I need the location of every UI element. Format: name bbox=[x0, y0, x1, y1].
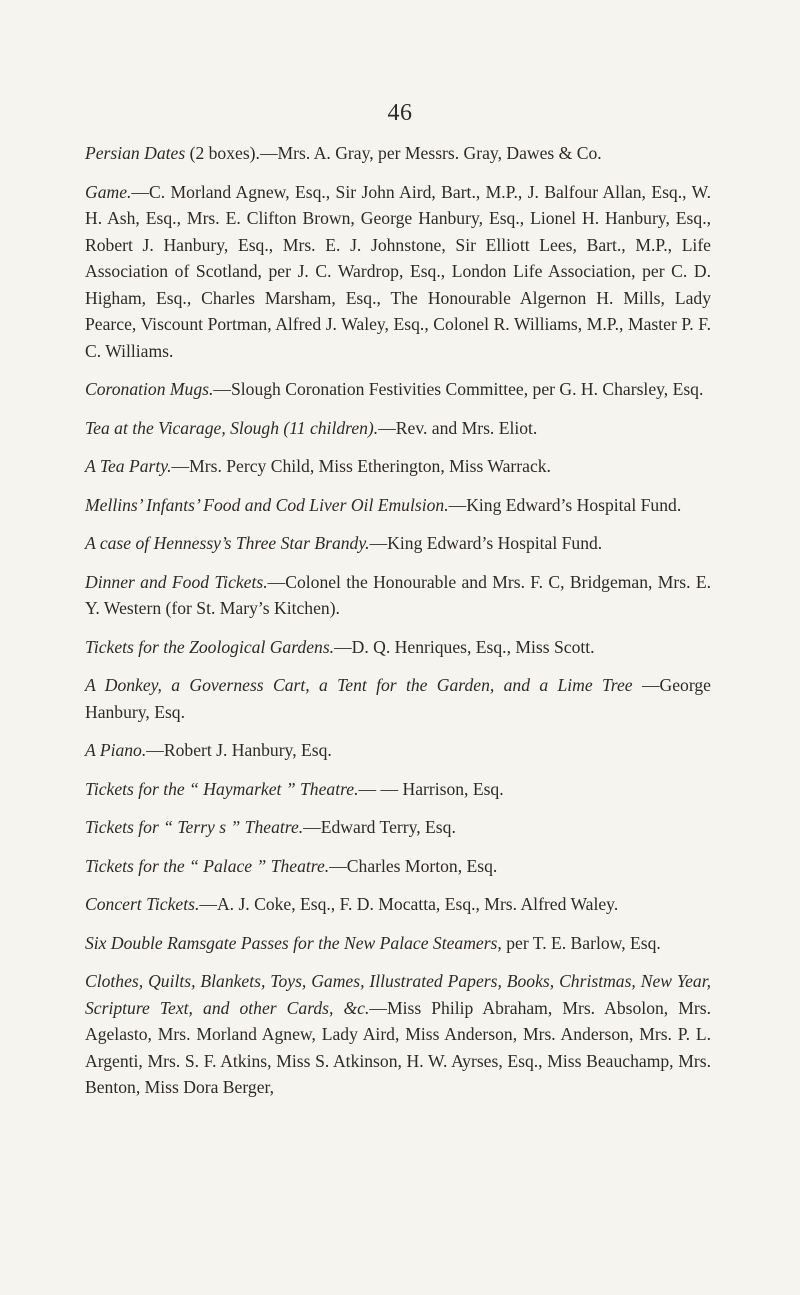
entry-title: Tickets for the “ Palace ” Theatre. bbox=[85, 855, 330, 876]
entry-donors: per T. E. Barlow, Esq. bbox=[501, 932, 661, 953]
entry-title: Tickets for the “ Haymarket ” Theatre. bbox=[85, 778, 359, 799]
entry-terrys-tickets bbox=[85, 814, 711, 841]
entry-game bbox=[85, 179, 711, 365]
entry-palace-tickets bbox=[85, 853, 711, 880]
entry-zoo-tickets bbox=[85, 634, 711, 661]
entry-title: Mellins’ Infants’ Food and Cod Liver Oil Emulsion. bbox=[85, 494, 449, 515]
entry-title: A Tea Party. bbox=[85, 456, 172, 476]
entry-title: Game. bbox=[85, 181, 132, 202]
entry-coronation-mugs bbox=[85, 376, 711, 403]
entry-title: Tickets for “ Terry s ” Theatre. bbox=[85, 817, 304, 837]
entry-donors: —A. J. Coke, Esq., F. D. Mocatta, Esq., Mrs. Alfred Waley. bbox=[199, 894, 619, 914]
entry-donkey-cart bbox=[85, 672, 711, 725]
entry-donors: —Colonel the Honourable and Mrs. F. C, Bridgeman, Mrs. E. Y. Western (for St. Mary’s Kitchen). bbox=[85, 571, 711, 618]
entry-donors: —D. Q. Henriques, Esq., Miss Scott. bbox=[334, 636, 595, 657]
entry-title: Dinner and Food Tickets. bbox=[85, 571, 268, 592]
donations-list bbox=[85, 140, 711, 1113]
entry-donors: —Charles Morton, Esq. bbox=[329, 855, 498, 876]
entry-donors: —Mrs. Percy Child, Miss Etherington, Miss Warrack. bbox=[171, 456, 551, 476]
entry-donors: —Rev. and Mrs. Eliot. bbox=[378, 417, 538, 438]
entry-tea-party bbox=[85, 453, 711, 480]
entry-ramsgate-passes bbox=[85, 930, 711, 957]
entry-concert-tickets bbox=[85, 891, 711, 918]
entry-donors: —King Edward’s Hospital Fund. bbox=[369, 533, 603, 553]
entry-title: Persian Dates bbox=[85, 143, 186, 163]
entry-dinner-tickets bbox=[85, 569, 711, 622]
entry-donors: — — Harrison, Esq. bbox=[358, 778, 504, 799]
entry-brandy bbox=[85, 530, 711, 557]
entry-donors: —C. Morland Agnew, Esq., Sir John Aird, Bart., M.P., J. Balfour Allan, Esq., W. H. Ash, Esq., Mrs. E. Clifton Brown, George Hanbury, Esq., Lionel H. Hanbury, Esq., Robert J. Hanbury, Esq., Mrs. E. J. Johnstone, Sir Elliott Lees, Bart., M.P., Life Association of Scotland, per J. C. Wardrop, Esq., London Life Association, per C. D. Higham, Esq., Charles Marsham, Esq., The Honourable Algernon H. Mills, Lady Pearce, Viscount Portman, Alfred J. Waley, Esq., Colonel R. Williams, M.P., Master P. F. C. Williams. bbox=[85, 181, 711, 361]
page-number: 46 bbox=[387, 100, 413, 126]
entry-donors: —Miss Philip Abraham, Mrs. Absolon, Mrs. Agelasto, Mrs. Morland Agnew, Lady Aird, Miss Anderson, Mrs. Anderson, Mrs. P. L. Argenti, Mrs. S. F. Atkins, Miss S. Atkinson, H. W. Ayrses, Esq., Miss Beauchamp, Mrs. Benton, Miss Dora Berger, bbox=[85, 997, 711, 1097]
entry-title: Coronation Mugs. bbox=[85, 379, 214, 399]
entry-mellins-food bbox=[85, 492, 711, 519]
entry-donors: —Robert J. Hanbury, Esq. bbox=[146, 740, 332, 760]
entry-donors: —Slough Coronation Festivities Committee, per G. H. Charsley, Esq. bbox=[213, 379, 704, 399]
entry-title: Clothes, Quilts, Blankets, Toys, Games, Illustrated Papers, Books, Christmas, New Year, Scripture Text, and other Cards, &c. bbox=[85, 971, 711, 1018]
entry-tea-vicarage bbox=[85, 415, 711, 442]
entry-donors: —King Edward’s Hospital Fund. bbox=[448, 494, 682, 515]
entry-donors: —George Hanbury, Esq. bbox=[85, 675, 711, 722]
entry-clothes-quilts bbox=[85, 968, 711, 1101]
entry-haymarket-tickets bbox=[85, 776, 711, 803]
entry-title: A Piano. bbox=[85, 740, 147, 760]
entry-donors: —Edward Terry, Esq. bbox=[303, 817, 456, 837]
entry-persian-dates bbox=[85, 140, 711, 167]
entry-title: Tea at the Vicarage, Slough (11 children). bbox=[85, 417, 379, 438]
entry-title: A Donkey, a Governess Cart, a Tent for the Garden, and a Lime Tree bbox=[85, 675, 633, 695]
entry-title: A case of Hennessy’s Three Star Brandy. bbox=[85, 533, 370, 553]
entry-title: Concert Tickets. bbox=[85, 894, 200, 914]
entry-donors: (2 boxes).—Mrs. A. Gray, per Messrs. Gray, Dawes & Co. bbox=[185, 143, 602, 163]
entry-title: Six Double Ramsgate Passes for the New Palace Steamers, bbox=[85, 932, 502, 953]
entry-title: Tickets for the Zoological Gardens. bbox=[85, 636, 335, 657]
entry-piano bbox=[85, 737, 711, 764]
